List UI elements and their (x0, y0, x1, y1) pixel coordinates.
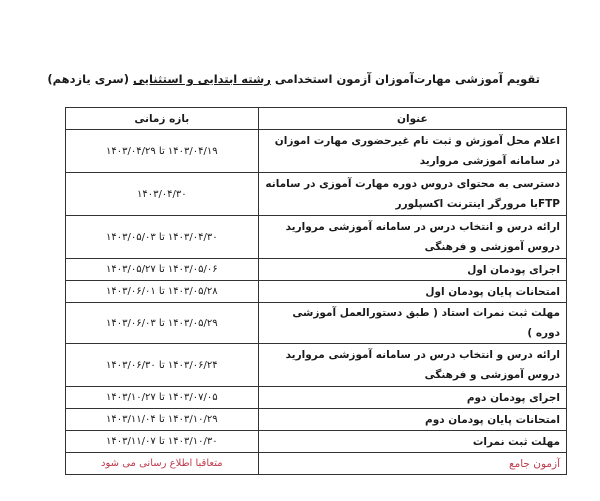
row-period: ۱۴۰۳/۰۴/۳۰ (66, 173, 259, 216)
row-title-comprehensive-exam: آزمون جامع (258, 453, 566, 475)
header-period: بازه زمانی (66, 108, 259, 130)
row-title: اعلام محل آموزش و ثبت نام غیرحضوری مهارت اموزان در سامانه آموزشی مروارید (258, 130, 566, 173)
row-period-to-be-announced: متعاقبا اطلاع رسانی می شود (66, 453, 259, 475)
table-row (66, 431, 567, 453)
row-title: اجرای پودمان اول (258, 259, 566, 281)
row-title: ارائه درس و انتخاب درس در سامانه آموزشی مروارید دروس آموزشی و فرهنگی (258, 344, 566, 387)
table-row (66, 453, 567, 475)
table-header-row (66, 108, 567, 130)
table-row (66, 259, 567, 281)
row-title: امتحانات پایان پودمان اول (258, 281, 566, 303)
table-row (66, 409, 567, 431)
title-text-start: تقویم آموزشی مهارت‌آموزان آزمون استخدامی (270, 72, 540, 86)
table-row (66, 303, 567, 344)
row-title: اجرای پودمان دوم (258, 387, 566, 409)
schedule-table (65, 107, 567, 475)
header-title: عنوان (258, 108, 566, 130)
row-title: دسترسی به محتوای دروس دوره مهارت آموزی در سامانه FTPبا مرورگر اینترنت اکسپلورر (258, 173, 566, 216)
row-period: ۱۴۰۳/۰۵/۲۹ تا ۱۴۰۳/۰۶/۰۳ (66, 303, 259, 344)
table-row (66, 216, 567, 259)
table-row (66, 344, 567, 387)
table-row (66, 130, 567, 173)
row-period: ۱۴۰۳/۰۶/۲۴ تا ۱۴۰۳/۰۶/۳۰ (66, 344, 259, 387)
row-period: ۱۴۰۳/۱۰/۲۹ تا ۱۴۰۳/۱۱/۰۴ (66, 409, 259, 431)
title-text-underlined: رشته ابتدایی و استثنایی (133, 72, 271, 86)
row-title: مهلت ثبت نمرات استاد ( طبق دستورالعمل آموزشی دوره ) (258, 303, 566, 344)
row-period: ۱۴۰۳/۰۵/۲۸ تا ۱۴۰۳/۰۶/۰۱ (66, 281, 259, 303)
row-title: ارائه درس و انتخاب درس در سامانه آموزشی مروارید دروس آموزشی و فرهنگی (258, 216, 566, 259)
row-period: ۱۴۰۳/۰۵/۰۶ تا ۱۴۰۳/۰۵/۲۷ (66, 259, 259, 281)
page-title (47, 72, 540, 86)
title-text-end: (سری یازدهم) (47, 72, 133, 86)
table-row (66, 281, 567, 303)
table-row (66, 387, 567, 409)
row-period: ۱۴۰۳/۰۴/۱۹ تا ۱۴۰۳/۰۴/۲۹ (66, 130, 259, 173)
row-title: امتحانات پایان پودمان دوم (258, 409, 566, 431)
row-title: مهلت ثبت نمرات (258, 431, 566, 453)
row-period: ۱۴۰۳/۱۰/۳۰ تا ۱۴۰۳/۱۱/۰۷ (66, 431, 259, 453)
row-period: ۱۴۰۳/۰۷/۰۵ تا ۱۴۰۳/۱۰/۲۷ (66, 387, 259, 409)
row-period: ۱۴۰۳/۰۴/۳۰ تا ۱۴۰۳/۰۵/۰۳ (66, 216, 259, 259)
table-row (66, 173, 567, 216)
